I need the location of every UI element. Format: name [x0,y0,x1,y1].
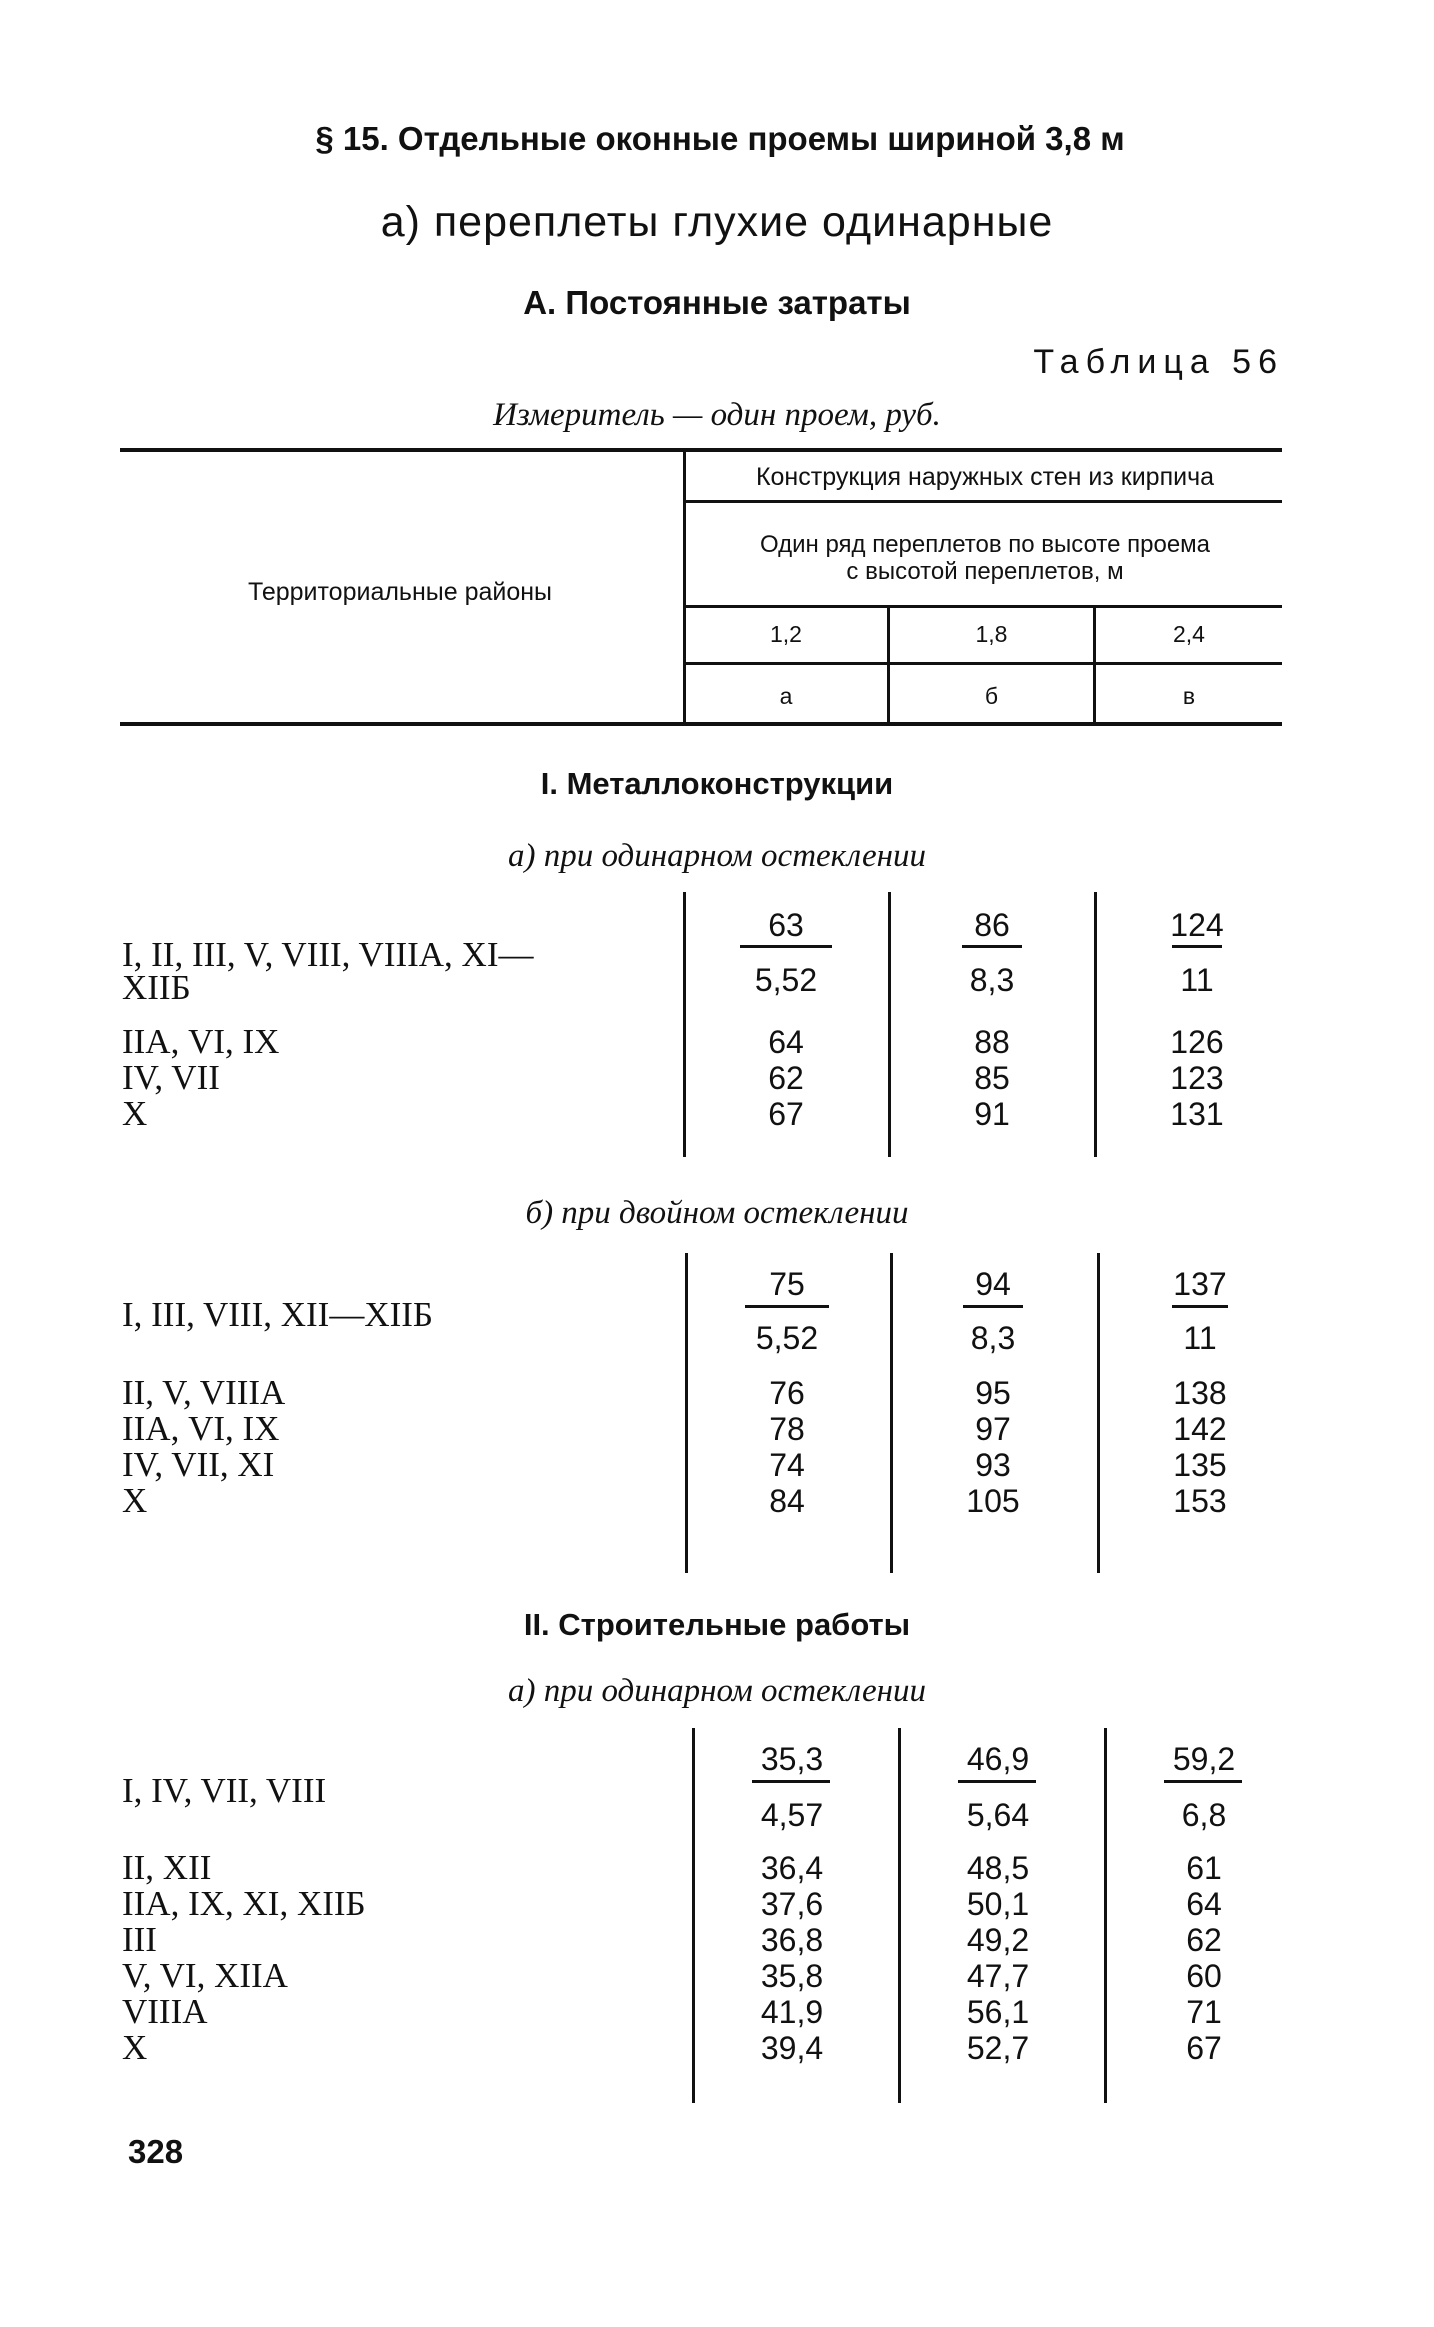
cell-value: 62 [1186,1922,1222,1958]
cell-value: 11 [1183,1320,1217,1356]
rows-label-2: с высотой переплетов, м [846,558,1124,585]
cell-value: 8,3 [970,1320,1016,1356]
cell-value: 124 [1170,907,1224,943]
cell-value: 36,4 [760,1850,824,1886]
cell-value: 46,9 [966,1741,1030,1777]
cell-value: 36,8 [760,1922,824,1958]
cell-value: 74 [769,1447,805,1483]
header-bottom-rule [120,722,1282,726]
col-divider [1094,892,1097,1157]
cell-value: 71 [1186,1994,1222,2030]
fraction-line [1172,1305,1228,1308]
region-label: X [122,1094,148,1133]
group-title-construction: II. Строительные работы [523,1607,911,1642]
cell-value: 4,57 [760,1797,824,1833]
height-1: 1,2 [770,621,802,647]
fraction-line [963,1305,1023,1308]
regions-label: Территориальные районы [247,578,553,606]
table-label: Таблица 56 [1033,343,1284,381]
col-letter-b: б [984,683,999,709]
subgroup-title: а) при одинарном остеклении [508,838,926,874]
region-label: V, VI, XIIА [122,1956,288,1995]
region-label: III [122,1920,157,1959]
cell-value: 64 [1186,1886,1222,1922]
region-label: II, V, VIIIА [122,1373,286,1412]
section-title: § 15. Отдельные оконные проемы шириной 3,8 м [315,120,1125,157]
subsection-title: а) переплеты глухие одинарные [380,198,1054,246]
col-divider [890,1253,893,1573]
cell-value: 48,5 [966,1850,1030,1886]
height-3: 2,4 [1173,621,1205,647]
cell-value: 37,6 [760,1886,824,1922]
cell-value: 95 [975,1375,1011,1411]
cell-value: 105 [966,1483,1020,1519]
cell-value: 123 [1170,1060,1224,1096]
header-rule-1 [686,500,1282,503]
col-divider [1104,1728,1107,2103]
cell-value: 75 [769,1266,805,1302]
region-label: X [122,2028,148,2067]
col-divider [692,1728,695,2103]
part-title: А. Постоянные затраты [523,284,911,321]
cell-value: 35,8 [760,1958,824,1994]
rows-label-1: Один ряд переплетов по высоте проема [759,531,1211,558]
construction-label: Конструкция наружных стен из кирпича [755,463,1215,491]
subgroup-title: б) при двойном остеклении [525,1195,909,1231]
region-label: I, III, VIII, XII—XIIБ [122,1295,434,1334]
fraction-line [740,945,832,948]
region-label: IIА, VI, IX [122,1022,280,1061]
cell-value: 11 [1180,962,1214,998]
cell-value: 35,3 [760,1741,824,1777]
cell-value: 86 [974,907,1010,943]
region-label: XIIБ [122,968,191,1007]
group-title-metal: I. Металлоконструкции [540,766,894,801]
cell-value: 5,52 [754,962,818,998]
cell-value: 6,8 [1181,1797,1227,1833]
region-label: I, IV, VII, VIII [122,1771,327,1810]
cell-value: 56,1 [966,1994,1030,2030]
region-label: IIА, IX, XI, XIIБ [122,1884,366,1923]
col-divider [683,892,686,1157]
region-label: X [122,1481,148,1520]
cell-value: 84 [769,1483,805,1519]
cell-value: 137 [1173,1266,1227,1302]
cell-value: 135 [1173,1447,1227,1483]
cell-value: 97 [975,1411,1011,1447]
fraction-line [1172,945,1222,948]
cell-value: 52,7 [966,2030,1030,2066]
cell-value: 93 [975,1447,1011,1483]
col-divider [898,1728,901,2103]
fraction-line [752,1780,830,1783]
cell-value: 8,3 [969,962,1015,998]
cell-value: 142 [1173,1411,1227,1447]
cell-value: 153 [1173,1483,1227,1519]
fraction-line [962,945,1022,948]
fraction-line [958,1780,1036,1783]
header-divider [683,452,686,722]
cell-value: 62 [768,1060,804,1096]
cell-value: 49,2 [966,1922,1030,1958]
cell-value: 64 [768,1024,804,1060]
cell-value: 67 [1186,2030,1222,2066]
region-label: VIIIА [122,1992,208,2031]
col-letter-c: в [1182,683,1196,709]
cell-value: 78 [769,1411,805,1447]
cell-value: 67 [768,1096,804,1132]
cell-value: 39,4 [760,2030,824,2066]
cell-value: 88 [974,1024,1010,1060]
header-top-rule [120,448,1282,452]
measure-note: Измеритель — один проем, руб. [493,397,941,433]
cell-value: 63 [768,907,804,943]
cell-value: 61 [1186,1850,1222,1886]
cell-value: 138 [1173,1375,1227,1411]
region-label: IV, VII [122,1058,220,1097]
header-rule-3 [686,662,1282,665]
region-label: IIА, VI, IX [122,1409,280,1448]
cell-value: 126 [1170,1024,1224,1060]
fraction-line [1164,1780,1242,1783]
cell-value: 76 [769,1375,805,1411]
cell-value: 60 [1186,1958,1222,1994]
region-label: I, II, III, V, VIII, VIIIА, XI— [122,935,534,974]
header-rule-2 [686,605,1282,608]
cell-value: 59,2 [1172,1741,1236,1777]
cell-value: 50,1 [966,1886,1030,1922]
region-label: IV, VII, XI [122,1445,275,1484]
cell-value: 91 [974,1096,1010,1132]
height-2: 1,8 [975,621,1008,647]
page-number: 328 [128,2133,184,2170]
region-label: II, XII [122,1848,212,1887]
col-divider [1097,1253,1100,1573]
col-divider [685,1253,688,1573]
cell-value: 47,7 [966,1958,1030,1994]
col-letter-a: а [779,683,793,709]
subgroup-title: а) при одинарном остеклении [508,1673,926,1709]
cell-value: 41,9 [760,1994,824,2030]
cell-value: 5,64 [966,1797,1030,1833]
col-divider [888,892,891,1157]
cell-value: 5,52 [755,1320,819,1356]
fraction-line [745,1305,829,1308]
cell-value: 94 [975,1266,1011,1302]
cell-value: 131 [1170,1096,1224,1132]
cell-value: 85 [974,1060,1010,1096]
